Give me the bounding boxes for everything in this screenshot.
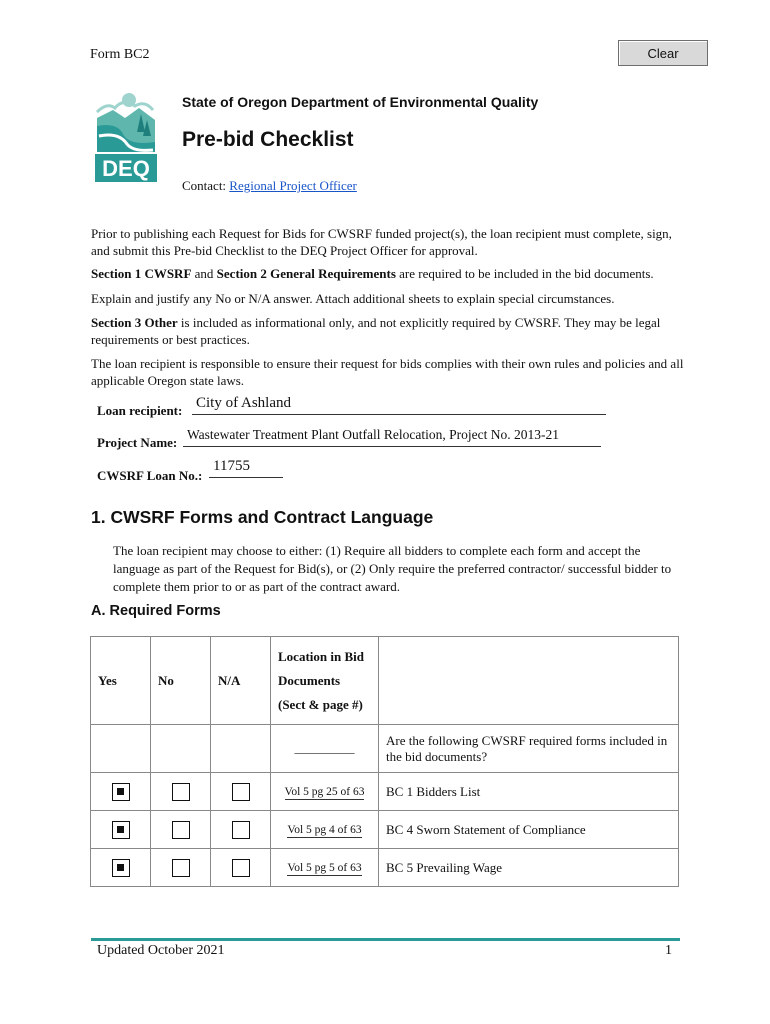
header-na: N/A <box>211 637 271 725</box>
intro-paragraph-4 <box>91 315 691 348</box>
footer-rule <box>91 938 680 941</box>
question-text: Are the following CWSRF required forms included in the bid documents? <box>379 725 679 773</box>
form-name: BC 5 Prevailing Wage <box>379 849 679 887</box>
footer-updated: Updated October 2021 <box>97 943 225 958</box>
table-header-row <box>91 637 679 725</box>
no-checkbox[interactable] <box>172 859 190 877</box>
section3-ref: Section 3 Other <box>91 315 178 330</box>
yes-checkbox[interactable] <box>112 859 130 877</box>
location-field[interactable] <box>271 811 379 849</box>
header-location-line2: Documents <box>278 672 341 688</box>
location-blank: __________ <box>271 725 379 773</box>
location-field[interactable] <box>271 773 379 811</box>
table-row <box>91 849 679 887</box>
contact-label: Contact: <box>182 178 227 193</box>
loan-recipient-field[interactable] <box>192 397 606 415</box>
header-location <box>271 637 379 725</box>
table-row <box>91 725 679 773</box>
na-checkbox[interactable] <box>232 859 250 877</box>
logo-text: DEQ <box>102 156 150 181</box>
form-name: BC 4 Sworn Statement of Compliance <box>379 811 679 849</box>
na-checkbox[interactable] <box>232 783 250 801</box>
header-no: No <box>151 637 211 725</box>
empty-cell <box>151 725 211 773</box>
project-name-field[interactable] <box>183 429 601 447</box>
loan-number-value: 11755 <box>213 458 250 474</box>
header-location-line3: (Sect & page #) <box>278 696 363 712</box>
location-field[interactable] <box>271 849 379 887</box>
page-number: 1 <box>665 943 672 958</box>
location-value: Vol 5 pg 5 of 63 <box>287 861 362 874</box>
contact-line <box>182 178 357 194</box>
yes-checkbox[interactable] <box>112 783 130 801</box>
form-id: Form BC2 <box>90 47 150 62</box>
intro-paragraph-2 <box>91 266 691 283</box>
loan-number-label: CWSRF Loan No.: <box>97 468 203 483</box>
empty-cell <box>211 725 271 773</box>
intro-paragraph-1: Prior to publishing each Request for Bids for CWSRF funded project(s), the loan recipient must complete, sign, and submit this Pre-bid Checklist to the DEQ Project Officer for approval. <box>91 226 672 258</box>
form-name: BC 1 Bidders List <box>379 773 679 811</box>
section-1-heading: 1. CWSRF Forms and Contract Language <box>91 507 434 527</box>
project-name-label: Project Name: <box>97 435 178 450</box>
table-row <box>91 773 679 811</box>
section2-ref: Section 2 General Requirements <box>216 266 396 281</box>
empty-cell <box>91 725 151 773</box>
no-checkbox[interactable] <box>172 783 190 801</box>
loan-number-field[interactable] <box>209 460 283 478</box>
required-forms-table <box>90 636 679 887</box>
section-1-text: The loan recipient may choose to either: (1) Require all bidders to complete each form and accept the language as part of the Request for Bid(s), or (2) Only require the preferred contractor/ successful bidder to complete them prior to or as part of the contract award. <box>113 543 672 594</box>
clear-button[interactable]: Clear <box>618 40 708 66</box>
agency-name: State of Oregon Department of Environmental Quality <box>182 94 539 110</box>
table-row <box>91 811 679 849</box>
intro-text: are required to be included in the bid documents. <box>395 266 654 281</box>
header-location-line1: Location in Bid <box>278 648 364 664</box>
page-title: Pre-bid Checklist <box>182 128 354 151</box>
no-checkbox[interactable] <box>172 821 190 839</box>
project-name-value: Wastewater Treatment Plant Outfall Relocation, Project No. 2013-21 <box>187 427 559 442</box>
yes-checkbox[interactable] <box>112 821 130 839</box>
intro-text: and <box>191 266 217 281</box>
location-value: Vol 5 pg 4 of 63 <box>287 823 362 836</box>
contact-link[interactable]: Regional Project Officer <box>229 178 357 193</box>
loan-recipient-value: City of Ashland <box>196 395 292 411</box>
header-yes: Yes <box>91 637 151 725</box>
deq-logo <box>95 92 157 184</box>
intro-paragraph-3: Explain and justify any No or N/A answer. Attach additional sheets to explain special circumstances. <box>91 291 615 306</box>
intro-paragraph-5: The loan recipient is responsible to ensure their request for bids complies with their own rules and policies and all applicable Oregon state laws. <box>91 356 684 388</box>
loan-recipient-label: Loan recipient: <box>97 403 183 418</box>
intro-text: is included as informational only, and not explicitly required by CWSRF. They may be legal requirements or best practices. <box>91 315 661 347</box>
header-description <box>379 637 679 725</box>
subsection-a-heading: A. Required Forms <box>91 603 221 619</box>
section1-ref: Section 1 CWSRF <box>91 266 192 281</box>
location-value: Vol 5 pg 25 of 63 <box>284 785 365 798</box>
na-checkbox[interactable] <box>232 821 250 839</box>
